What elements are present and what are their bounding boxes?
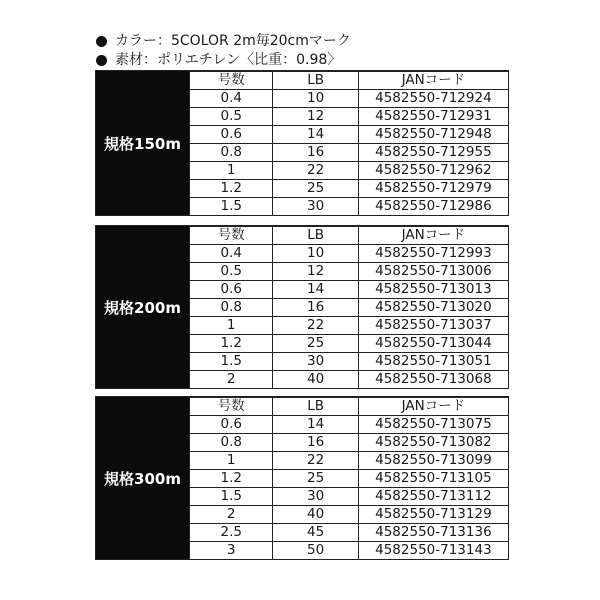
length-label: 規格150m: [96, 71, 189, 215]
jan-code-cell: 4582550-712931: [358, 108, 508, 126]
table-row: [190, 452, 509, 470]
jan-code-cell: 4582550-713112: [358, 488, 508, 506]
lb-cell: 16: [273, 299, 358, 317]
table-row: [190, 245, 509, 263]
bullet-icon: [96, 36, 107, 47]
spec-block: [95, 70, 509, 216]
column-header: JANコード: [358, 72, 508, 90]
lb-cell: 50: [273, 542, 358, 560]
size-cell: 1.5: [190, 353, 273, 371]
table-row: [190, 434, 509, 452]
size-cell: 2: [190, 506, 273, 524]
lb-cell: 25: [273, 335, 358, 353]
jan-code-cell: 4582550-713129: [358, 506, 508, 524]
table-row: [190, 335, 509, 353]
table-row: [190, 524, 509, 542]
size-cell: 0.6: [190, 126, 273, 144]
size-cell: 2.5: [190, 524, 273, 542]
column-header: JANコード: [358, 227, 508, 245]
spec-table: [189, 71, 508, 215]
table-row: [190, 317, 509, 335]
size-cell: 0.4: [190, 245, 273, 263]
table-row: [190, 180, 509, 198]
lb-cell: 22: [273, 162, 358, 180]
column-header: 号数: [190, 72, 273, 90]
size-cell: 3: [190, 542, 273, 560]
size-cell: 2: [190, 371, 273, 389]
table-row: [190, 353, 509, 371]
jan-code-cell: 4582550-713044: [358, 335, 508, 353]
size-cell: 1.2: [190, 470, 273, 488]
lb-cell: 22: [273, 452, 358, 470]
bullet-icon: [96, 55, 107, 66]
table-row: [190, 198, 509, 216]
table-row: [190, 506, 509, 524]
spec-bullets: [96, 32, 351, 70]
size-cell: 1.2: [190, 180, 273, 198]
jan-code-cell: 4582550-713051: [358, 353, 508, 371]
jan-code-cell: 4582550-712948: [358, 126, 508, 144]
jan-code-cell: 4582550-713006: [358, 263, 508, 281]
lb-cell: 12: [273, 263, 358, 281]
color-spec: [96, 32, 351, 51]
material-spec-text: 素材：ポリエチレン〈比重：0.98〉: [115, 52, 342, 68]
column-header: JANコード: [358, 398, 508, 416]
jan-code-cell: 4582550-713143: [358, 542, 508, 560]
lb-cell: 22: [273, 317, 358, 335]
column-header: LB: [273, 72, 358, 90]
lb-cell: 30: [273, 353, 358, 371]
lb-cell: 30: [273, 488, 358, 506]
lb-cell: 10: [273, 245, 358, 263]
jan-code-cell: 4582550-712924: [358, 90, 508, 108]
size-cell: 0.6: [190, 416, 273, 434]
column-header: 号数: [190, 398, 273, 416]
size-cell: 1.5: [190, 488, 273, 506]
header-row: [190, 398, 509, 416]
jan-code-cell: 4582550-713082: [358, 434, 508, 452]
size-cell: 1.5: [190, 198, 273, 216]
lb-cell: 25: [273, 180, 358, 198]
table-row: [190, 542, 509, 560]
lb-cell: 40: [273, 371, 358, 389]
table-row: [190, 470, 509, 488]
column-header: LB: [273, 398, 358, 416]
table-row: [190, 162, 509, 180]
table-row: [190, 126, 509, 144]
jan-code-cell: 4582550-713105: [358, 470, 508, 488]
column-header: 号数: [190, 227, 273, 245]
color-spec-text: カラー：5COLOR 2m毎20cmマーク: [115, 33, 351, 49]
table-row: [190, 416, 509, 434]
jan-code-cell: 4582550-713136: [358, 524, 508, 542]
spec-block: [95, 225, 509, 389]
lb-cell: 10: [273, 90, 358, 108]
material-spec: [96, 51, 351, 70]
spec-table: [189, 226, 508, 388]
lb-cell: 14: [273, 416, 358, 434]
table-row: [190, 371, 509, 389]
jan-code-cell: 4582550-712962: [358, 162, 508, 180]
table-row: [190, 488, 509, 506]
lb-cell: 14: [273, 281, 358, 299]
jan-code-cell: 4582550-713075: [358, 416, 508, 434]
lb-cell: 16: [273, 144, 358, 162]
jan-code-cell: 4582550-712979: [358, 180, 508, 198]
size-cell: 0.8: [190, 434, 273, 452]
length-label: 規格200m: [96, 226, 189, 388]
lb-cell: 40: [273, 506, 358, 524]
size-cell: 0.8: [190, 299, 273, 317]
header-row: [190, 227, 509, 245]
jan-code-cell: 4582550-712993: [358, 245, 508, 263]
lb-cell: 14: [273, 126, 358, 144]
size-cell: 0.6: [190, 281, 273, 299]
size-cell: 1.2: [190, 335, 273, 353]
size-cell: 1: [190, 317, 273, 335]
jan-code-cell: 4582550-713037: [358, 317, 508, 335]
table-row: [190, 90, 509, 108]
size-cell: 1: [190, 452, 273, 470]
jan-code-cell: 4582550-712986: [358, 198, 508, 216]
table-row: [190, 108, 509, 126]
jan-code-cell: 4582550-713020: [358, 299, 508, 317]
table-row: [190, 299, 509, 317]
table-row: [190, 263, 509, 281]
spec-block: [95, 396, 509, 560]
lb-cell: 16: [273, 434, 358, 452]
length-label: 規格300m: [96, 397, 189, 559]
jan-code-cell: 4582550-713099: [358, 452, 508, 470]
size-cell: 0.5: [190, 263, 273, 281]
lb-cell: 30: [273, 198, 358, 216]
size-cell: 1: [190, 162, 273, 180]
size-cell: 0.8: [190, 144, 273, 162]
size-cell: 0.5: [190, 108, 273, 126]
jan-code-cell: 4582550-712955: [358, 144, 508, 162]
jan-code-cell: 4582550-713068: [358, 371, 508, 389]
table-row: [190, 281, 509, 299]
lb-cell: 45: [273, 524, 358, 542]
spec-table: [189, 397, 508, 559]
column-header: LB: [273, 227, 358, 245]
size-cell: 0.4: [190, 90, 273, 108]
lb-cell: 25: [273, 470, 358, 488]
jan-code-cell: 4582550-713013: [358, 281, 508, 299]
header-row: [190, 72, 509, 90]
table-row: [190, 144, 509, 162]
lb-cell: 12: [273, 108, 358, 126]
